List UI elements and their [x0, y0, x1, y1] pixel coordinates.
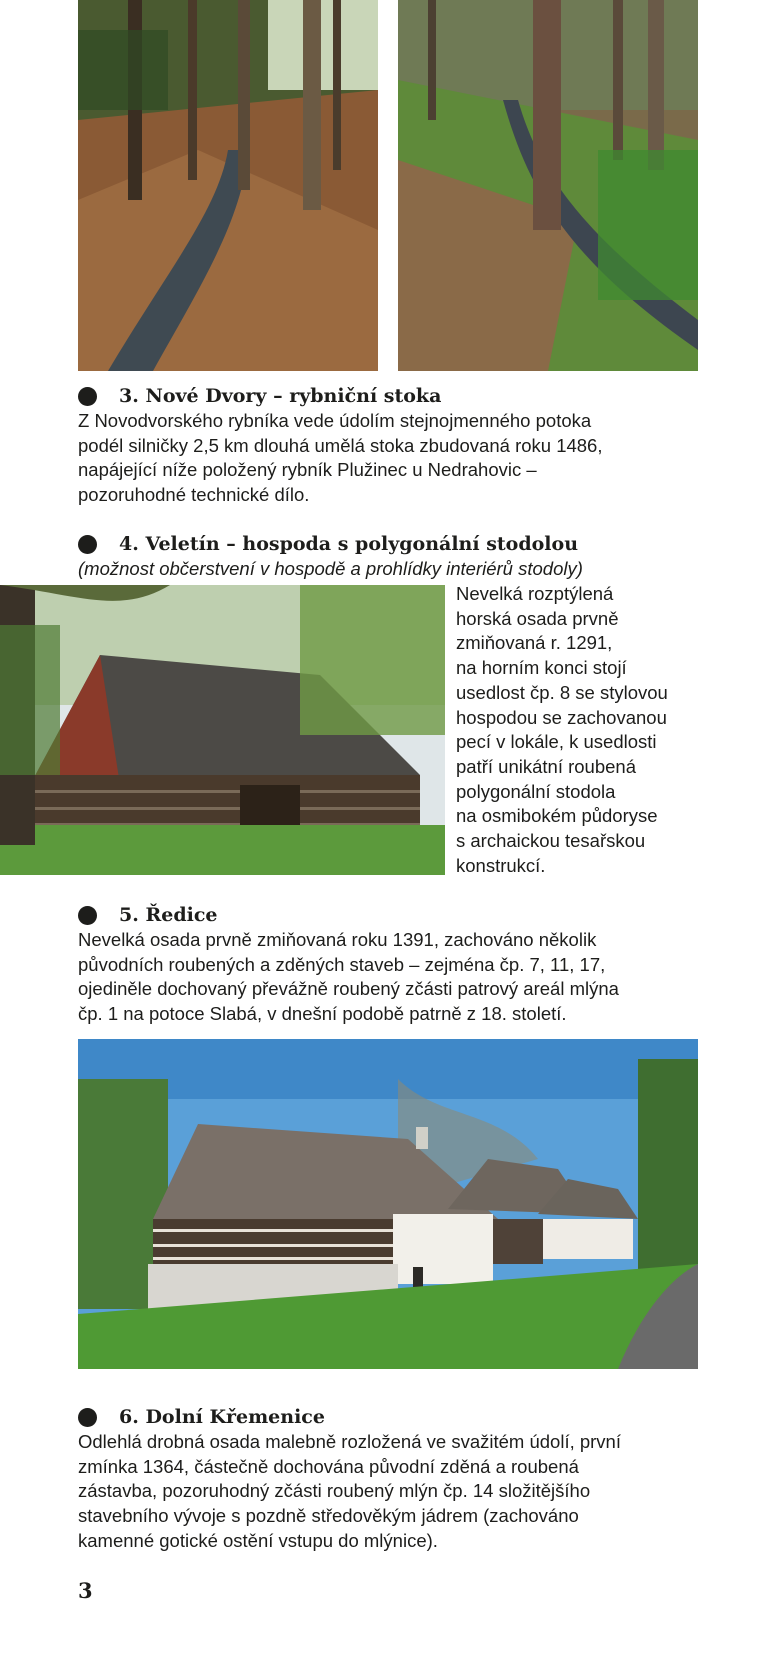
section6-bullet	[78, 1408, 97, 1427]
section4-line: konstrukcí.	[456, 854, 546, 876]
photo-forest-stream-left	[78, 0, 378, 371]
section4-line: zmiňovaná r. 1291,	[456, 632, 613, 654]
section4-body	[456, 582, 668, 878]
section5-bullet	[78, 906, 97, 925]
section4-subtitle: (možnost občerstvení v hospodě a prohlídky interiérů stodoly)	[78, 558, 583, 579]
section3-body	[78, 409, 603, 508]
section6-line: stavebního vývoje s pozdně středověkým jádrem (zachováno	[78, 1505, 579, 1527]
section6-line: zmínka 1364, částečně dochována původní zděná a roubená	[78, 1455, 579, 1477]
section4-line: horská osada prvně	[456, 607, 619, 629]
section5-line: ojediněle dochovaný převážně roubený zčásti patrový areál mlýna	[78, 978, 619, 1000]
section4-line: polygonální stodola	[456, 780, 616, 802]
section4-line: usedlost čp. 8 se stylovou	[456, 681, 668, 703]
section5-heading: 5. Ředice	[119, 904, 218, 926]
section5-line: původních roubených a zděných staveb – zejména čp. 7, 11, 17,	[78, 953, 606, 975]
section4-line: na osmibokém půdoryse	[456, 805, 658, 827]
section5-line: čp. 1 na potoce Slabá, v dnešní podobě patrně z 18. století.	[78, 1003, 567, 1025]
section4-heading: 4. Veletín – hospoda s polygonální stodolou	[119, 533, 579, 555]
photo-polygonal-barn	[0, 585, 445, 875]
section3-line: podél silničky 2,5 km dlouhá umělá stoka zbudovaná roku 1486,	[78, 434, 603, 456]
section4-line: patří unikátní roubená	[456, 755, 636, 777]
section6-heading: 6. Dolní Křemenice	[119, 1406, 325, 1428]
page-number: 3	[78, 1578, 93, 1603]
section5-line: Nevelká osada prvně zmiňovaná roku 1391, zachováno několik	[78, 929, 597, 950]
section3-line: Z Novodvorského rybníka vede údolím stejnojmenného potoka	[78, 410, 592, 431]
section6-body	[78, 1430, 621, 1554]
section3-line: napájející níže položený rybník Plužinec u Nedrahovic –	[78, 459, 537, 481]
section4-line: na horním konci stojí	[456, 657, 627, 679]
section4-line: Nevelká rozptýlená	[456, 583, 614, 604]
section6-line: kamenné gotické ostění vstupu do mlýnice).	[78, 1529, 438, 1551]
section4-line: s archaickou tesařskou	[456, 830, 646, 852]
section3-line: pozoruhodné technické dílo.	[78, 484, 310, 506]
photo-redice-mill	[78, 1039, 698, 1369]
section5-body	[78, 928, 619, 1027]
section6-line: Odlehlá drobná osada malebně rozložená ve svažitém údolí, první	[78, 1431, 621, 1452]
section4-bullet	[78, 535, 97, 554]
section4-line: hospodou se zachovanou	[456, 706, 667, 728]
section3-bullet	[78, 387, 97, 406]
section3-heading: 3. Nové Dvory – rybniční stoka	[119, 385, 442, 407]
photo-forest-stream-right	[398, 0, 698, 371]
section6-line: zástavba, pozoruhodný zčásti roubený mlýn čp. 14 složitějšího	[78, 1480, 591, 1502]
section4-line: pecí v lokále, k usedlosti	[456, 731, 657, 753]
